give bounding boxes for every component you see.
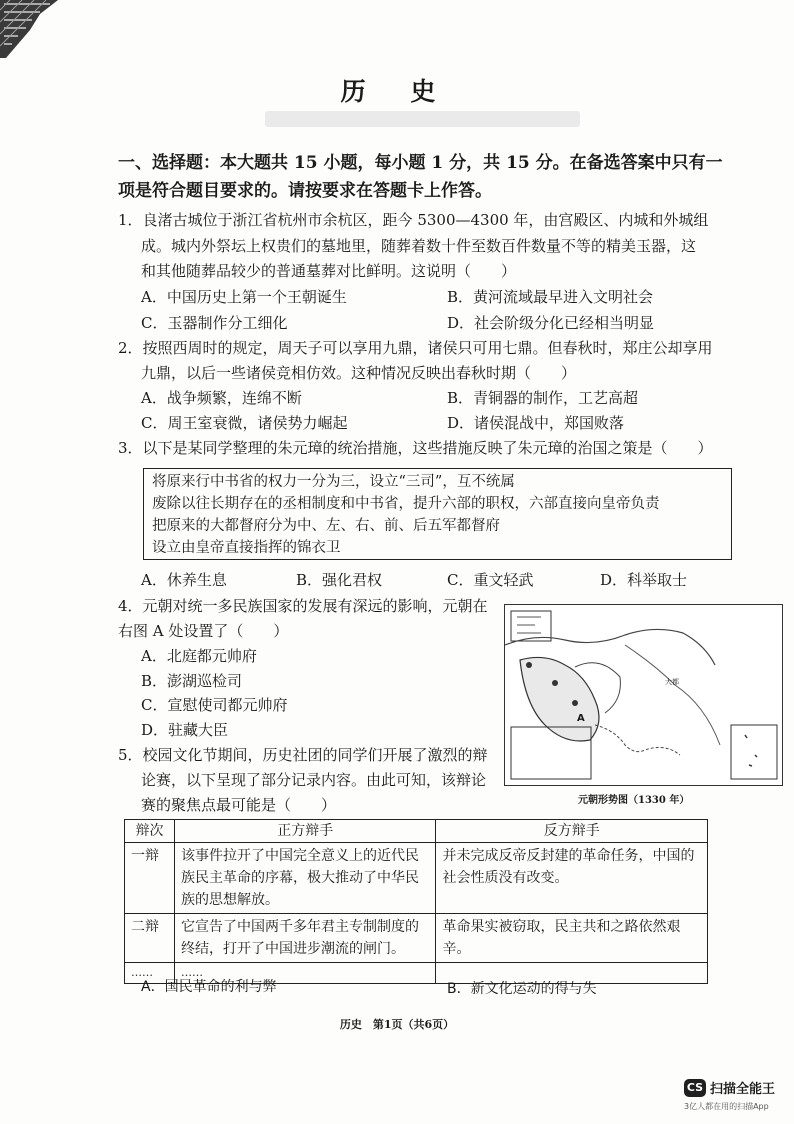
q2-line2: 九鼎，以后一些诸侯竞相仿效。这种情况反映出春秋时期（ ）: [141, 364, 577, 382]
q2-option-a: A．战争频繁，连绵不断: [141, 389, 302, 407]
q4-option-c: C．宣慰使司都元帅府: [141, 696, 288, 714]
section-heading: 一、选择题：本大题共 15 小题，每小题 1 分，共 15 分。在备选答案中只有一: [118, 153, 723, 173]
q2-option-d: D．诸侯混战中，郑国败落: [447, 414, 625, 432]
q4-line2: 右图 A 处设置了（ ）: [118, 622, 289, 640]
q1-option-b: B．黄河流域最早进入文明社会: [447, 288, 654, 306]
header-pro: 正方辩手: [174, 820, 436, 843]
row2-pro: 它宣告了中国两千多年君主专制制度的终结，打开了中国进步潮流的闸门。: [174, 914, 436, 963]
q1-line3: 和其他随葬品较少的普通墓葬对比鲜明。这说明（ ）: [141, 262, 517, 280]
header-round: 辩次: [125, 820, 175, 843]
map-caption: 元朝形势图（1330 年）: [578, 795, 690, 806]
corner-pattern: [0, 0, 58, 58]
page-title: 历 史: [340, 77, 454, 106]
q4-option-d: D．驻藏大臣: [141, 721, 229, 739]
camscanner-logo-icon: CS: [684, 1079, 706, 1097]
yuan-map: [504, 604, 783, 786]
q5-line2: 论赛，以下呈现了部分记录内容。由此可知，该辩论: [141, 771, 487, 789]
q3-line: 3．以下是某同学整理的朱元璋的统治措施，这些措施反映了朱元璋的治国之策是（ ）: [118, 439, 713, 457]
table-row: [125, 843, 708, 914]
subtitle-blur: [265, 111, 580, 127]
q1-line2: 成。城内外祭坛上权贵们的墓地里，随葬着数十件至数百件数量不等的精美玉器，这: [141, 237, 697, 255]
q3-option-a: A．休养生息: [141, 571, 227, 589]
row1-pro: 该事件拉开了中国完全意义上的近代民族民主革命的序幕，极大推动了中华民族的思想解放。: [174, 843, 436, 914]
q3-measure-3: 把原来的大都督府分为中、左、右、前、后五军都督府: [152, 518, 500, 534]
q2-line1: 2．按照西周时的规定，周天子可以享用九鼎，诸侯只可用七鼎。但春秋时，郑庄公却享用: [118, 339, 713, 357]
q1-option-c: C．玉器制作分工细化: [141, 314, 288, 332]
q3-measure-1: 将原来行中书省的权力一分为三，设立“三司”，互不统属: [152, 474, 515, 490]
header-con: 反方辩手: [436, 820, 708, 843]
row2-round: 二辩: [125, 914, 175, 963]
q5-line3: 赛的聚焦点最可能是（ ）: [141, 796, 337, 814]
map-drawing: [505, 605, 782, 785]
q3-option-d: D．科举取士: [600, 571, 688, 589]
q3-option-c: C．重文轻武: [447, 571, 534, 589]
q2-option-b: B．青铜器的制作，工艺高超: [447, 389, 639, 407]
row3-pro: ……: [174, 963, 436, 984]
q3-option-b: B．强化君权: [296, 571, 383, 589]
table-header-row: [125, 820, 708, 843]
q3-measure-4: 设立由皇帝直接指挥的锦衣卫: [152, 540, 341, 556]
q3-measure-2: 废除以往长期存在的丞相制度和中书省，提升六部的职权，六部直接向皇帝负责: [152, 496, 660, 512]
q1-option-d: D．社会阶级分化已经相当明显: [447, 314, 655, 332]
camscanner-tagline: 3亿人都在用的扫描App: [684, 1102, 769, 1111]
camscanner-name: 扫描全能王: [710, 1082, 776, 1097]
map-label-dadu: 大都: [665, 678, 679, 686]
map-label-a: A: [577, 713, 585, 724]
row2-con: 革命果实被窃取，民主共和之路依然艰辛。: [436, 914, 708, 963]
q2-option-c: C．周王室衰微，诸侯势力崛起: [141, 414, 348, 432]
page-footer: 历史 第1页（共6页）: [339, 1018, 455, 1031]
section-heading-cont: 项是符合题目要求的。请按要求在答题卡上作答。: [118, 181, 492, 201]
row1-round: 一辩: [125, 843, 175, 914]
debate-table: [124, 819, 708, 984]
q4-line1: 4．元朝对统一多民族国家的发展有深远的影响，元朝在: [118, 597, 488, 615]
q4-option-b: B．澎湖巡检司: [141, 672, 243, 690]
q5-option-b: B．新文化运动的得与失: [447, 981, 597, 997]
row1-con: 并未完成反帝反封建的革命任务，中国的社会性质没有改变。: [436, 843, 708, 914]
q5-option-a: A．国民革命的利与弊: [141, 979, 277, 995]
q4-option-a: A．北庭都元帅府: [141, 647, 257, 665]
row3-round: ……: [125, 963, 175, 984]
q5-line1: 5．校园文化节期间，历史社团的同学们开展了激烈的辩: [118, 746, 488, 764]
table-row: [125, 914, 708, 963]
q3-measures-box: [143, 468, 732, 560]
q1-option-a: A．中国历史上第一个王朝诞生: [141, 288, 347, 306]
q1-line1: 1．良渚古城位于浙江省杭州市余杭区，距今 5300—4300 年，由宫殿区、内城和外城组: [118, 211, 709, 229]
